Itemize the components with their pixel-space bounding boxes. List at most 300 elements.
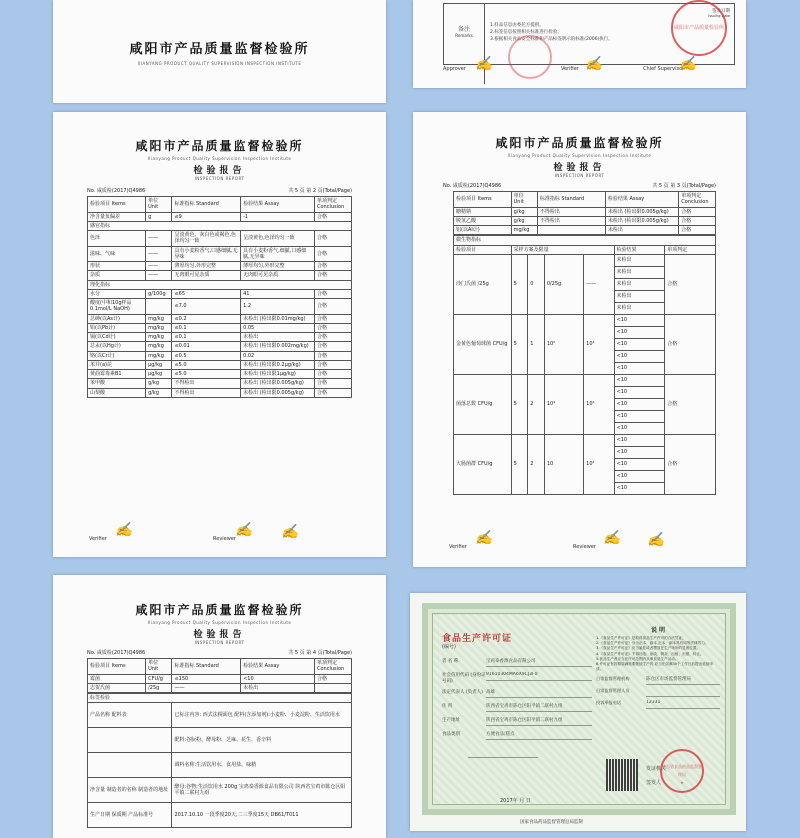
- table-cell: <10: [614, 398, 665, 410]
- license-field-value: 高雄: [486, 689, 592, 698]
- table-cell: 铬(以Cr计): [88, 351, 146, 360]
- table-cell: <10: [614, 470, 665, 482]
- table-cell: 净含量 制造者的名称 制造者的地址: [88, 778, 172, 803]
- table-cell: mg/kg: [146, 342, 172, 351]
- license-field-value: 宝鸡泰香源食品有限公司: [486, 658, 592, 667]
- issue-date-label-en: Issuing Date: [708, 14, 730, 18]
- table-cell: 大肠菌群 CFU/g: [454, 434, 512, 494]
- table-cell: 5: [511, 374, 528, 434]
- table-cell: 呈淡黄色,色泽均匀一致: [241, 231, 315, 247]
- license-title: 食品生产许可证: [442, 634, 513, 644]
- table-row: [88, 299, 352, 315]
- table-cell: ≤65: [172, 289, 241, 298]
- table-cell: <10: [614, 374, 665, 386]
- table-cell: 山梨酸: [88, 388, 146, 397]
- table-cell: 单项判定 Conclusion: [315, 197, 352, 213]
- table-row: [88, 351, 352, 360]
- table-cell: 10⁴: [544, 374, 583, 434]
- license-field: [596, 676, 720, 685]
- table-cell: 10³: [584, 314, 614, 374]
- table-cell: 检验结果 Assay: [241, 659, 315, 675]
- table-cell: [537, 226, 605, 235]
- remarks-label-en: Remarks: [455, 33, 473, 38]
- license-field-value: 91610304MA6X9CJ3F0: [486, 672, 592, 681]
- table-cell: 调料名称:生活饮用水、食用盐、味精: [172, 753, 352, 778]
- page-number: 共 5 页 第 2 页(Total/Page): [288, 188, 352, 194]
- table-cell: 合格: [679, 226, 716, 235]
- table-cell: -1: [241, 212, 315, 221]
- table-cell: 脱氢乙酸: [454, 216, 512, 225]
- table-section-row: [88, 280, 352, 289]
- table-cell: 合格: [315, 360, 352, 369]
- table-cell: 酵母:谷物;生活饮用水 200g 宝鸡泰香源食品有限公司 陕西省宝鸡市陈仓区阳平镇二联村九组: [172, 778, 352, 803]
- table-cell: 总汞(以Hg计): [88, 342, 146, 351]
- institute-stamp-2: [508, 35, 552, 79]
- table-row: [88, 323, 352, 332]
- license-note: 6.许可证有效期届满需要继续生产的,应当在届满30个工作日前提出延续申请。: [596, 662, 713, 672]
- signature: ✍: [603, 530, 621, 546]
- table-cell: 金黄色葡萄球菌 CFU/g: [454, 314, 512, 374]
- table-cell: mg/kg: [146, 323, 172, 332]
- table-cell: 合格: [315, 323, 352, 332]
- table-cell: 未检出: [241, 333, 315, 342]
- table-cell: 黄曲霉毒素B1: [88, 370, 146, 379]
- license-field-label: 食品类别: [442, 732, 460, 737]
- table-cell: 标准指标 Standard: [537, 192, 605, 208]
- table-cell: 2017.10.10 一段季度20天,二三季度15天 DB61/T011: [172, 803, 352, 828]
- report-last-page-sheet: [413, 0, 746, 88]
- table-cell: g/kg: [511, 216, 537, 225]
- table-row: [88, 388, 352, 397]
- table-cell: 未检出 (检出限1μg/kg): [241, 370, 315, 379]
- table-row: [88, 262, 352, 271]
- issuer-label: 发证机关: [646, 766, 667, 772]
- table-cell: ——: [146, 231, 172, 247]
- table-row: [454, 216, 716, 225]
- page-number: 共 5 页 第 3 页(Total/Page): [652, 183, 716, 189]
- table-cell: 未检出: [605, 226, 678, 235]
- table-row: [88, 803, 352, 828]
- table-header-row: [88, 659, 352, 675]
- table-cell: 检验项目 Items: [88, 197, 146, 213]
- table-cell: 具有小麦粉香气,口感细腻,无异味: [172, 246, 241, 262]
- table-cell: 未检出 (检出限0.005g/kg): [241, 388, 315, 397]
- table-cell: 合格: [315, 262, 352, 271]
- signature: ✍: [647, 532, 665, 548]
- table-cell: ≤5.0: [172, 370, 241, 379]
- table-cell: 未检出 (检出限0.005g/kg): [605, 207, 678, 216]
- report-cover-sheet: [53, 0, 386, 103]
- license-field-value: 12331: [646, 700, 720, 709]
- table-cell: 单位 Unit: [146, 659, 172, 675]
- table-cell: <10: [614, 338, 665, 350]
- table-row: [88, 683, 352, 692]
- table-cell: 不得检出: [537, 207, 605, 216]
- table-cell: 0.05: [241, 323, 315, 332]
- table-cell: <10: [614, 314, 665, 326]
- page-number: 共 5 页 第 4 页(Total/Page): [288, 650, 352, 656]
- table-cell: <10: [241, 674, 315, 683]
- table-cell: 合格: [315, 333, 352, 342]
- table-cell: 铝(以Al计): [454, 226, 512, 235]
- table-row: [88, 379, 352, 388]
- table-cell: mg/kg: [146, 351, 172, 360]
- license-field-label: 日常监督管理机构: [596, 676, 630, 682]
- table-cell: 合格: [315, 351, 352, 360]
- results-table: [87, 196, 352, 398]
- table-cell: 不得检出: [172, 388, 241, 397]
- table-cell: mg/kg: [511, 226, 537, 235]
- chief-label: Chief Supervisor: [643, 66, 685, 72]
- section-title: 微生物指标: [454, 236, 716, 245]
- section-title: 感官指标: [88, 221, 352, 230]
- license-note: 1.《食品生产许可证》是取得食品生产许可的合法凭证。: [596, 636, 686, 640]
- table-row: [88, 674, 352, 683]
- table-cell: 合格: [679, 207, 716, 216]
- table-cell: 合格: [315, 231, 352, 247]
- table-cell: 合格: [315, 299, 352, 315]
- signer-label: Verifier: [89, 536, 107, 542]
- report-title: 检验报告: [193, 166, 246, 176]
- table-cell: <10: [614, 362, 665, 374]
- license-field: [442, 658, 592, 667]
- table-cell: 薄厚均匀,外形完整: [172, 262, 241, 271]
- institute-name: 咸阳市产品质量监督检验所: [129, 42, 310, 57]
- signer-label: Reviewer: [213, 536, 236, 542]
- section-title: 标签检验: [88, 694, 352, 703]
- license-field: [442, 672, 592, 684]
- table-cell: 单项判定 Conclusion: [315, 659, 352, 675]
- verifier-signature: ✍: [585, 56, 603, 72]
- license-footer: 国家食品药品监督管理总局监制: [520, 820, 583, 825]
- table-cell: <10: [614, 482, 665, 494]
- table-cell: [146, 299, 172, 315]
- table-cell: 未检出: [614, 302, 665, 314]
- table-cell: 合格: [665, 434, 716, 494]
- table-cell: 合格: [315, 212, 352, 221]
- table-cell: g/100g: [146, 289, 172, 298]
- table-cell: 2: [528, 374, 545, 434]
- license-date: 2017年 月 日: [500, 798, 531, 804]
- table-cell: 形状: [88, 262, 146, 271]
- table-cell: 志贺氏菌: [88, 683, 146, 692]
- signer-label: Verifier: [449, 544, 467, 550]
- institute-name-en: XIANYANG PRODUCT QUALITY SUPERVISION INSPECTION INSTITUTE: [137, 61, 302, 66]
- remark-line: 2.标签信息按照相关标准进行检验。: [490, 30, 562, 35]
- table-cell: 霉菌: [88, 674, 146, 683]
- table-header-row: [454, 192, 716, 208]
- table-cell: 杂质: [88, 271, 146, 280]
- micro-table: [453, 235, 716, 495]
- table-row: [88, 778, 352, 803]
- institute-name-en: Xianyang Product Quality Supervision Inspection Institute: [507, 153, 652, 158]
- table-cell: 2: [528, 434, 545, 494]
- signature: ✍: [475, 530, 493, 546]
- table-cell: 检验项目 Items: [88, 659, 146, 675]
- issue-date-label: 签发日期: [712, 9, 730, 14]
- table-row: [88, 703, 352, 728]
- license-field: [442, 731, 592, 740]
- table-cell: 糖精钠: [454, 207, 512, 216]
- table-row: [88, 271, 352, 280]
- table-row: [454, 314, 716, 326]
- table-cell: 标准指标 Standard: [172, 197, 241, 213]
- table-cell: <10: [614, 458, 665, 470]
- report-page-2: [53, 112, 386, 557]
- table-cell: ——: [146, 262, 172, 271]
- label-table: [87, 693, 352, 828]
- table-cell: 配料:谷朊粉、酵母粉、芝麻、花生、香辛料: [172, 728, 352, 753]
- institute-name-en: Xianyang Product Quality Supervision Inspection Institute: [147, 156, 292, 161]
- table-cell: 合格: [665, 254, 716, 314]
- table-cell: 不得检出: [537, 216, 605, 225]
- license-field: [596, 688, 720, 697]
- table-cell: 单位 Unit: [511, 192, 537, 208]
- table-cell: ≤7.0: [172, 299, 241, 315]
- table-cell: 10: [544, 434, 583, 494]
- report-page-3: [413, 112, 746, 567]
- table-cell: <10: [614, 422, 665, 434]
- table-cell: <10: [614, 326, 665, 338]
- table-row: [88, 231, 352, 247]
- report-title-en: INSPECTION REPORT: [194, 176, 245, 181]
- approver-label: Approver: [443, 66, 466, 72]
- table-header-row: [454, 245, 716, 254]
- table-cell: 合格: [665, 314, 716, 374]
- table-cell: 合格: [665, 374, 716, 434]
- table-header-row: [88, 197, 352, 213]
- table-cell: 水分: [88, 289, 146, 298]
- table-cell: 未检出 (检出限0.005g/kg): [241, 379, 315, 388]
- table-row: [88, 212, 352, 221]
- table-cell: 净含量负偏差: [88, 212, 146, 221]
- table-cell: 不得检出: [172, 379, 241, 388]
- report-title-en: INSPECTION REPORT: [554, 173, 605, 178]
- table-section-row: [454, 236, 716, 245]
- table-cell: 未检出 (检出限0.005g/kg): [605, 216, 678, 225]
- table-cell: 合格: [315, 370, 352, 379]
- table-cell: 苯并(a)芘: [88, 360, 146, 369]
- table-cell: ≤150: [172, 674, 241, 683]
- report-title: 检验报告: [553, 163, 606, 173]
- table-cell: 5: [511, 314, 528, 374]
- table-cell: 未检出: [614, 254, 665, 266]
- table-cell: g/kg: [146, 388, 172, 397]
- table-cell: 未检出 (检出限0.01mg/kg): [241, 314, 315, 323]
- institute-name: 咸阳市产品质量监督检验所: [495, 136, 664, 150]
- table-row: [88, 753, 352, 778]
- table-cell: g/kg: [511, 207, 537, 216]
- table-cell: 镉(以Cd计): [88, 333, 146, 342]
- table-cell: 生产日期 保质期 产品标准号: [88, 803, 172, 828]
- license-field: [442, 689, 592, 698]
- table-section-row: [88, 221, 352, 230]
- table-row: [454, 254, 716, 266]
- table-cell: 已标注内容: 西式法棍面包 配料(含添加剂):小麦粉、小麦淀粉、生活饮用水: [172, 703, 352, 728]
- table-section-row: [88, 694, 352, 703]
- table-cell: <10: [614, 410, 665, 422]
- license-field-label: 者 名 称: [442, 659, 459, 664]
- table-cell: 未检出: [614, 278, 665, 290]
- table-cell: 合格: [315, 342, 352, 351]
- table-cell: 0/25g: [544, 254, 583, 314]
- license-field-label: 生产地址: [442, 718, 460, 723]
- table-row: [88, 333, 352, 342]
- table-cell: 单位 Unit: [146, 197, 172, 213]
- table-cell: 色泽: [88, 231, 146, 247]
- table-cell: 合格: [315, 289, 352, 298]
- table-cell: ≤0.2: [172, 314, 241, 323]
- table-row: [454, 226, 716, 235]
- institute-stamp: 咸阳市产品质量检验所: [671, 0, 727, 56]
- table-cell: 合格: [315, 314, 352, 323]
- table-cell: ——: [172, 683, 241, 692]
- table-cell: 酸度(中和10g样品0.1mol/L NaOH): [88, 299, 146, 315]
- license-field-value: 方便食品;糕点: [486, 731, 592, 740]
- license-note: 5.食品生产者应当在许可范围内从事食品生产活动。: [596, 656, 679, 661]
- license-number-label: (编号): [442, 644, 456, 650]
- qr-code-icon: [606, 759, 638, 791]
- table-cell: 滋味、气味: [88, 246, 146, 262]
- table-cell: 总砷(以As计): [88, 314, 146, 323]
- table-cell: 薄厚均匀,外形完整: [241, 262, 315, 271]
- signature: ✍: [235, 522, 253, 538]
- table-cell: 呈淡黄色、灰白色或褐色,色泽均匀一致: [172, 231, 241, 247]
- report-number: No. 咸质检(2017)Q4986: [87, 650, 146, 656]
- report-page-4: [53, 575, 386, 838]
- table-cell: 合格: [315, 246, 352, 262]
- license-field-label: 法定代表人 (负责人): [442, 690, 483, 695]
- table-row: [88, 246, 352, 262]
- table-cell: 苯甲酸: [88, 379, 146, 388]
- verifier-label: Verifier: [561, 66, 579, 72]
- table-cell: ≤0.5: [172, 351, 241, 360]
- table-cell: 合格: [315, 271, 352, 280]
- table-row: [454, 374, 716, 386]
- report-title-en: INSPECTION REPORT: [194, 640, 245, 645]
- signer-label: 签发人: [646, 780, 662, 786]
- institute-name: 咸阳市产品质量监督检验所: [135, 139, 304, 153]
- table-cell: 沙门氏菌 /25g: [454, 254, 512, 314]
- table-cell: ≤0.1: [172, 333, 241, 342]
- license-field-label: 投诉举报电话: [596, 700, 622, 706]
- table-cell: 合格: [315, 674, 352, 683]
- signature: ✍: [115, 522, 133, 538]
- license-field: [442, 703, 592, 712]
- section-title: 理化指标: [88, 280, 352, 289]
- table-row: [88, 370, 352, 379]
- license-field: [442, 717, 592, 726]
- table-cell: 5: [511, 254, 528, 314]
- institute-name: 咸阳市产品质量监督检验所: [135, 603, 304, 617]
- license-note: 4.《食品生产许可证》不得伪造、涂改、倒卖、出租、出借、转让。: [596, 651, 704, 656]
- table-cell: <10: [614, 446, 665, 458]
- table-row: [454, 434, 716, 446]
- approver-signature: ✍: [475, 56, 493, 72]
- table-cell: CFU/g: [146, 674, 172, 683]
- table-cell: 0.02: [241, 351, 315, 360]
- institute-name-en: Xianyang Product Quality Supervision Inspection Institute: [147, 620, 292, 625]
- table-cell: 未检出: [614, 290, 665, 302]
- table-cell: 菌落总数 CFU/g: [454, 374, 512, 434]
- table-cell: 标准指标 Standard: [172, 659, 241, 675]
- license-field: [596, 700, 720, 709]
- signer-label: Reviewer: [573, 544, 596, 550]
- table-cell: 41: [241, 289, 315, 298]
- table-cell: 检验项目 Items: [454, 192, 512, 208]
- table-cell: 无肉眼可见杂质: [241, 271, 315, 280]
- table-cell: 0: [528, 254, 545, 314]
- license-stamp: 陕西省食品药品监督管理局 ★: [660, 749, 704, 793]
- table-cell: ——: [146, 246, 172, 262]
- table-row: [88, 728, 352, 753]
- license-field-value: 陈仓区市场监督管理局: [646, 676, 720, 685]
- table-cell: ≤0.1: [172, 323, 241, 332]
- remark-line: 3.根据相关食品安全标准和产品标签明示的标准(2006)执行。: [490, 37, 613, 42]
- license-sheet: [410, 593, 746, 831]
- report-number: No. 咸质检(2017)Q4986: [87, 188, 146, 194]
- table-cell: ≤0.01: [172, 342, 241, 351]
- report-title: 检验报告: [193, 630, 246, 640]
- table-cell: 5: [511, 434, 528, 494]
- table-cell: μg/kg: [146, 360, 172, 369]
- license-field-label: 社会信用代码 (身份证号码): [442, 673, 486, 684]
- table-cell: 采样方案及限量: [511, 245, 614, 254]
- table-cell: ——: [146, 271, 172, 280]
- table-cell: 单项判定: [665, 245, 716, 254]
- table-cell: 具有小麦粉香气,细腻,口感细腻,无异味: [241, 246, 315, 262]
- license-field-value: 陕西省宝鸡市陈仓区阳平镇二联村九组: [486, 717, 592, 726]
- table-cell: μg/kg: [146, 370, 172, 379]
- table-cell: 1.2: [241, 299, 315, 315]
- license-note: 2.《食品生产许可证》分为正本、副本,正本、副本具有同等法律效力。: [596, 641, 709, 646]
- table-cell: <10: [614, 434, 665, 446]
- table-row: [88, 289, 352, 298]
- table-row: [88, 342, 352, 351]
- signature: ✍: [281, 524, 299, 540]
- remarks-label: 备注: [457, 26, 470, 33]
- license-note: 3.《食品生产许可证》应当悬挂或者摆放在生产场所的显著位置。: [596, 646, 701, 651]
- table-cell: [315, 683, 352, 692]
- table-cell: <10: [614, 386, 665, 398]
- table-cell: 产品名称 配料表: [88, 703, 172, 728]
- table-cell: g/kg: [146, 379, 172, 388]
- table-cell: 未检出: [241, 683, 315, 692]
- table-cell: [88, 753, 172, 778]
- report-number: No. 咸质检(2017)Q4986: [443, 183, 502, 189]
- table-cell: 1: [528, 314, 545, 374]
- table-cell: 铅(以Pb计): [88, 323, 146, 332]
- table-cell: 10²: [584, 434, 614, 494]
- table-cell: ≤9: [172, 212, 241, 221]
- table-cell: 检验结果: [614, 245, 665, 254]
- table-cell: 10⁵: [584, 374, 614, 434]
- results-table: [453, 191, 716, 235]
- license-field-label: 日常监督管理人员: [596, 688, 630, 694]
- table-cell: 未检出 (检出限0.2μg/kg): [241, 360, 315, 369]
- table-row: [454, 207, 716, 216]
- table-cell: 未检出: [614, 266, 665, 278]
- table-cell: [88, 728, 172, 753]
- table-cell: 无肉眼可见杂质: [172, 271, 241, 280]
- license-field-value: 陕西省宝鸡市陈仓区阳平镇二联村九组: [486, 703, 592, 712]
- table-cell: 检验项目: [454, 245, 512, 254]
- table-row: [88, 314, 352, 323]
- table-cell: 检验结果 Assay: [605, 192, 678, 208]
- license-field-label: 住 所: [442, 704, 453, 709]
- table-cell: 10²: [544, 314, 583, 374]
- table-cell: mg/kg: [146, 314, 172, 323]
